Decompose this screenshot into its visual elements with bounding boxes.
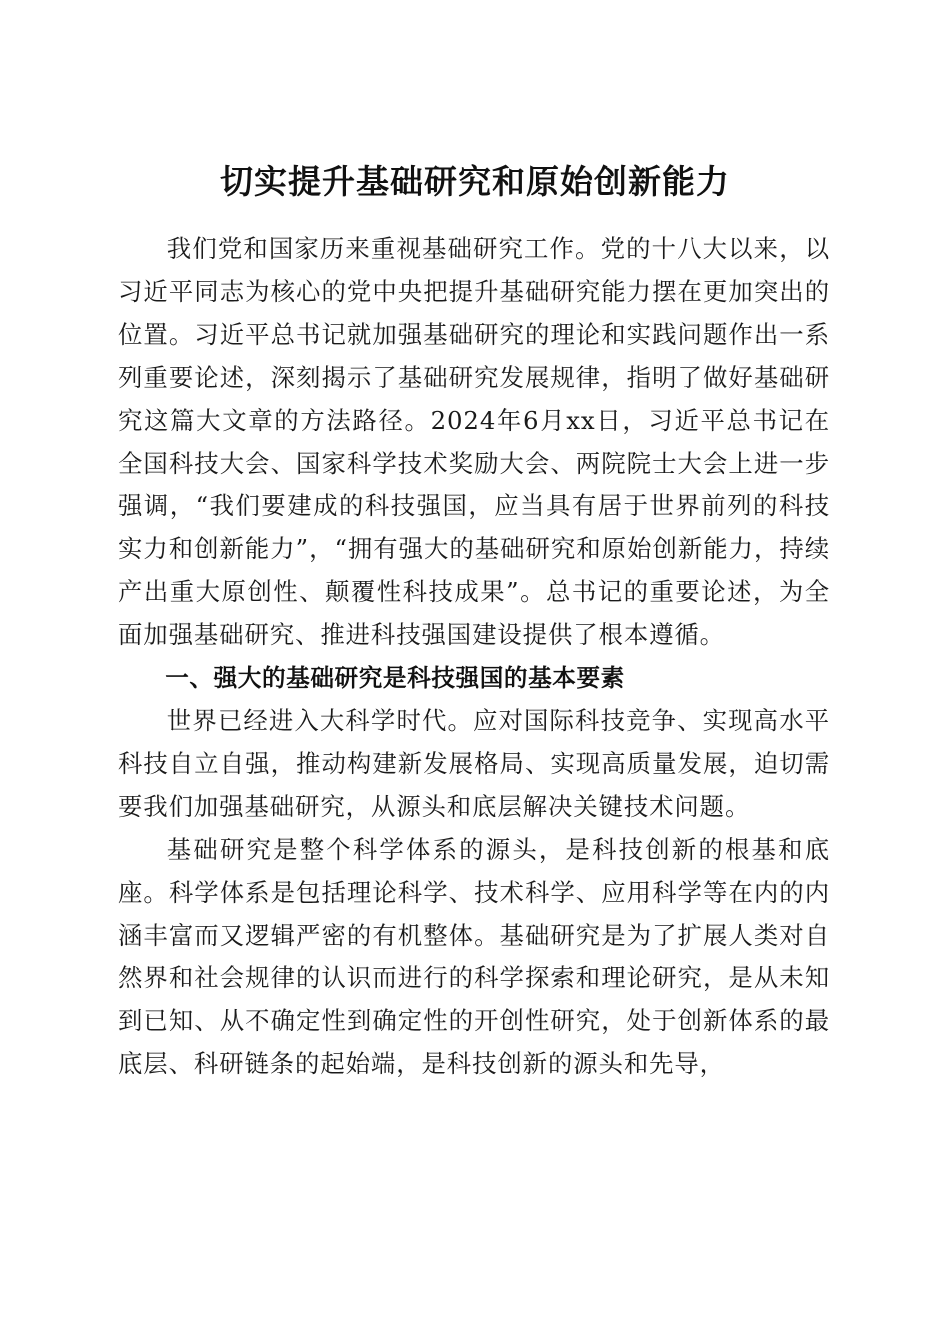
paragraph-intro: 我们党和国家历来重视基础研究工作。党的十八大以来，以习近平同志为核心的党中央把提升基础研究能力摆在更加突出的位置。习近平总书记就加强基础研究的理论和实践问题作出一系列重要论述，深刻揭示了基础研究发展规律，指明了做好基础研究这篇大文章的方法路径。2024年6月xx日，习近平总书记在全国科技大会、国家科学技术奖励大会、两院院士大会上进一步强调，“我们要建成的科技强国，应当具有居于世界前列的科技实力和创新能力”，“拥有强大的基础研究和原始创新能力，持续产出重大原创性、颠覆性科技成果”。总书记的重要论述，为全面加强基础研究、推进科技强国建设提供了根本遵循。: [118, 234, 830, 650]
paragraph-section1-2: 基础研究是整个科学体系的源头，是科技创新的根基和底座。科学体系是包括理论科学、技术科学、应用科学等在内的内涵丰富而又逻辑严密的有机整体。基础研究是为了扩展人类对自然界和社会规律的认识而进行的科学探索和理论研究，是从未知到已知、从不确定性到确定性的开创性研究，处于创新体系的最底层、科研链条的起始端，是科技创新的源头和先导，: [118, 834, 830, 1079]
section-heading-1: 一、强大的基础研究是科技强国的基本要素: [165, 664, 625, 693]
document-body: [118, 228, 830, 1086]
paragraph-section1-1: 世界已经进入大科学时代。应对国际科技竞争、实现高水平科技自立自强，推动构建新发展格局、实现高质量发展，迫切需要我们加强基础研究，从源头和底层解决关键技术问题。: [118, 705, 830, 821]
document-title: 切实提升基础研究和原始创新能力: [220, 162, 730, 202]
